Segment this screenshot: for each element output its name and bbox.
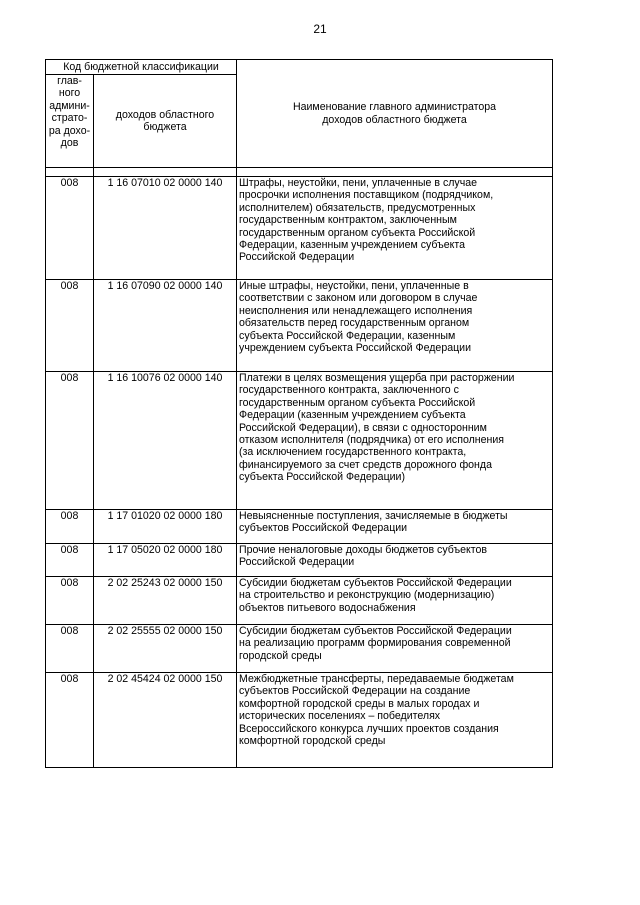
row-description (237, 177, 553, 280)
row-description-text: Невыясненные поступления, зачисляемые в бюджеты субъектов Российской Федерации (239, 510, 508, 535)
table-row (46, 625, 553, 673)
header-administrator-name-text: Наименование главного администратора доходов областного бюджета (292, 101, 497, 126)
table-row (46, 577, 553, 625)
table-row (46, 177, 553, 280)
row-income-code: 1 17 01020 02 0000 180 (94, 510, 237, 544)
row-description (237, 372, 553, 510)
table-row (46, 280, 553, 372)
row-description-text: Иные штрафы, неустойки, пени, уплаченные в соответствии с законом или договором в случае неисполнения или ненадлежащего исполнения обязательств перед государственным органом субъекта Российской Федерации, казенным учреждением субъекта Российской Федерации (239, 280, 478, 355)
row-income-code: 2 02 25555 02 0000 150 (94, 625, 237, 673)
row-income-code: 1 17 05020 02 0000 180 (94, 544, 237, 577)
row-description-text: Субсидии бюджетам субъектов Российской Федерации на реализацию программ формирования современной городской среды (239, 625, 512, 662)
header-regional-income-text: доходов областного бюджета (115, 108, 215, 133)
row-income-code: 1 16 10076 02 0000 140 (94, 372, 237, 510)
row-admin-code: 008 (46, 510, 94, 544)
row-admin-code: 008 (46, 673, 94, 768)
row-admin-code: 008 (46, 625, 94, 673)
row-description (237, 673, 553, 768)
page-number: 21 (313, 22, 327, 36)
row-admin-code: 008 (46, 544, 94, 577)
header-administrator-name (237, 60, 553, 168)
row-income-code: 1 16 07090 02 0000 140 (94, 280, 237, 372)
row-income-code: 2 02 25243 02 0000 150 (94, 577, 237, 625)
row-description (237, 280, 553, 372)
row-admin-code: 008 (46, 372, 94, 510)
table-row (46, 372, 553, 510)
row-admin-code: 008 (46, 280, 94, 372)
row-description (237, 544, 553, 577)
row-description (237, 625, 553, 673)
row-description-text: Субсидии бюджетам субъектов Российской Федерации на строительство и реконструкцию (модернизацию) объектов питьевого водоснабжения (239, 577, 512, 614)
row-income-code: 2 02 45424 02 0000 150 (94, 673, 237, 768)
row-description-text: Прочие неналоговые доходы бюджетов субъектов Российской Федерации (239, 544, 487, 569)
row-income-code: 1 16 07010 02 0000 140 (94, 177, 237, 280)
row-admin-code: 008 (46, 577, 94, 625)
row-admin-code: 008 (46, 177, 94, 280)
table-row (46, 673, 553, 768)
table-row (46, 544, 553, 577)
row-description-text: Межбюджетные трансферты, передаваемые бюджетам субъектов Российской Федерации на создание комфортной городской среды в малых городах и исторических поселениях – победителях Всероссийского конкурса лучших проектов создания комфортной городской среды (239, 673, 514, 748)
header-regional-income (94, 75, 237, 168)
row-description-text: Штрафы, неустойки, пени, уплаченные в случае просрочки исполнения поставщиком (подрядчиком, исполнителем) обязательств, предусмотренных государственным контрактом, заключенным государственным органом субъекта Российской Федерации, казенным учреждением субъекта Российской Федерации (239, 177, 494, 264)
table-row (46, 510, 553, 544)
row-description-text: Платежи в целях возмещения ущерба при расторжении государственного контракта, заключенного с государственным органом субъекта Российской Федерации (казенным учреждением субъекта Российской Федерации), в связи с односторонним отказом исполнителя (подрядчика) от его исполнения (за исключением государственного контракта, финансируемого за счет средств дорожного фонда субъекта Российской Федерации) (239, 372, 515, 484)
header-budget-classification-code: Код бюджетной классификации (46, 60, 237, 75)
row-description (237, 510, 553, 544)
header-chief-administrator-text: глав- ного админи- страто- ра дохо- дов (48, 75, 91, 150)
row-description (237, 577, 553, 625)
header-chief-administrator (46, 75, 94, 168)
budget-classification-table (45, 59, 553, 768)
header-spacer-row (46, 168, 553, 177)
